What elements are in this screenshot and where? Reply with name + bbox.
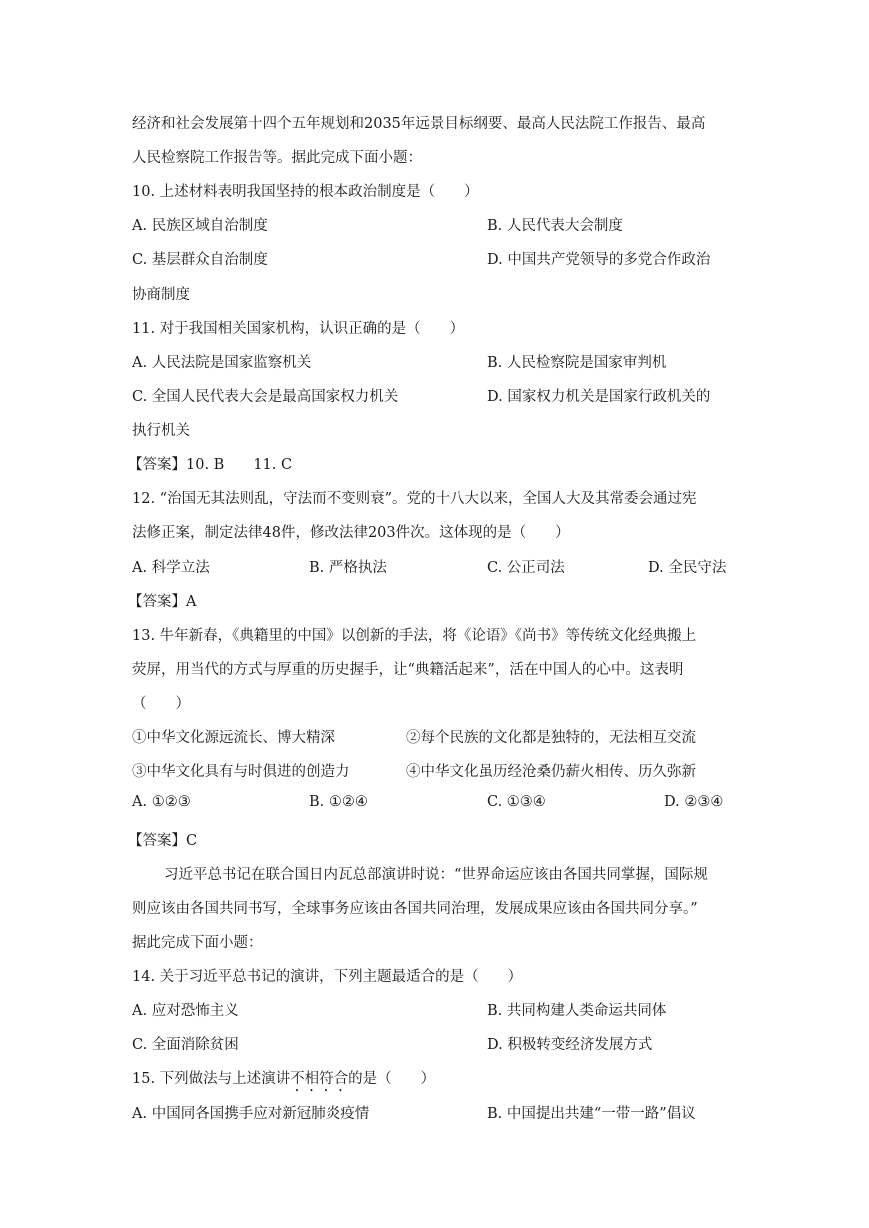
q10-option-a: A. 民族区域自治制度 [132, 218, 268, 234]
q14-option-c: C. 全面消除贫困 [132, 1037, 239, 1053]
question-13-line-1: 13. 牛年新春，《典籍里的中国》以创新的手法，将《论语》《尚书》等传统文化经典搬上 [132, 628, 697, 644]
q15-option-a: A. 中国同各国携手应对新冠肺炎疫情 [132, 1106, 370, 1122]
material-line-2: 则应该由各国共同书写，全球事务应该由各国共同治理，发展成果应该由各国共同分享。” [132, 901, 698, 917]
q15-option-b: B. 中国提出共建“一带一路”倡议 [487, 1106, 696, 1122]
question-11: 11. 对于我国相关国家机构，认识正确的是（ ） [132, 321, 465, 337]
q12-option-b: B. 严格执法 [309, 560, 387, 576]
question-10: 10. 上述材料表明我国坚持的根本政治制度是（ ） [132, 184, 479, 200]
intro-line-1: 经济和社会发展第十四个五年规划和2035年远景目标纲要、最高人民法院工作报告、最高 [132, 116, 706, 132]
question-14: 14. 关于习近平总书记的演讲，下列主题最适合的是（ ） [132, 969, 523, 985]
question-15 [132, 1067, 435, 1095]
q11-option-c: C. 全国人民代表大会是最高国家权力机关 [132, 389, 399, 405]
q13-option-c: C. ①③④ [487, 794, 546, 810]
q13-statement-1: ①中华文化源远流长、博大精深 [132, 730, 335, 746]
q11-option-d: D. 国家权力机关是国家行政机关的 [487, 389, 711, 405]
q13-statement-3: ③中华文化具有与时俱进的创造力 [132, 764, 350, 780]
question-15-prefix: 15. 下列做法与上述演讲 [132, 1071, 291, 1087]
q10-option-b: B. 人民代表大会制度 [487, 218, 623, 234]
q12-option-a: A. 科学立法 [132, 560, 210, 576]
q11-option-b: B. 人民检察院是国家审判机 [487, 355, 667, 371]
question-13-line-3: （ ） [132, 696, 190, 712]
q12-option-d: D. 全民守法 [648, 560, 727, 576]
q14-option-a: A. 应对恐怖主义 [132, 1003, 239, 1019]
q14-option-d: D. 积极转变经济发展方式 [487, 1037, 653, 1053]
q10-option-d: D. 中国共产党领导的多党合作政治 [487, 252, 711, 268]
q10-option-d-cont: 协商制度 [132, 287, 190, 303]
q13-statement-2: ②每个民族的文化都是独特的，无法相互交流 [406, 730, 696, 746]
q13-statement-4: ④中华文化虽历经沧桑仍薪火相传、历久弥新 [406, 764, 696, 780]
q14-option-b: B. 共同构建人类命运共同体 [487, 1003, 667, 1019]
intro-line-2: 人民检察院工作报告等。据此完成下面小题： [132, 150, 422, 166]
question-12-line-2: 法修正案，制定法律48件，修改法律203件次。这体现的是（ ） [132, 525, 570, 541]
q13-option-d: D. ②③④ [664, 794, 724, 810]
q11-option-a: A. 人民法院是国家监察机关 [132, 355, 312, 371]
question-12-line-1: 12. “治国无其法则乱，守法而不变则衰”。党的十八大以来，全国人大及其常委会通过宪 [132, 491, 697, 507]
material-line-3: 据此完成下面小题： [132, 935, 263, 951]
material-line-1: 习近平总书记在联合国日内瓦总部演讲时说：“世界命运应该由各国共同掌握，国际规 [164, 867, 708, 883]
question-15-suffix: 的是（ ） [348, 1071, 436, 1087]
answer-13: 【答案】C [128, 833, 198, 849]
answer-10-11: 【答案】10. B 11. C [128, 457, 293, 473]
q13-option-a: A. ①②③ [132, 794, 191, 810]
q12-option-c: C. 公正司法 [487, 560, 565, 576]
question-15-emphasis: 不相符合 [290, 1071, 349, 1087]
q11-option-d-cont: 执行机关 [132, 423, 190, 439]
answer-12: 【答案】A [128, 594, 197, 610]
q13-option-b: B. ①②④ [309, 794, 368, 810]
question-13-line-2: 荧屏，用当代的方式与厚重的历史握手，让“典籍活起来”，活在中国人的心中。这表明 [132, 662, 684, 678]
q10-option-c: C. 基层群众自治制度 [132, 252, 268, 268]
